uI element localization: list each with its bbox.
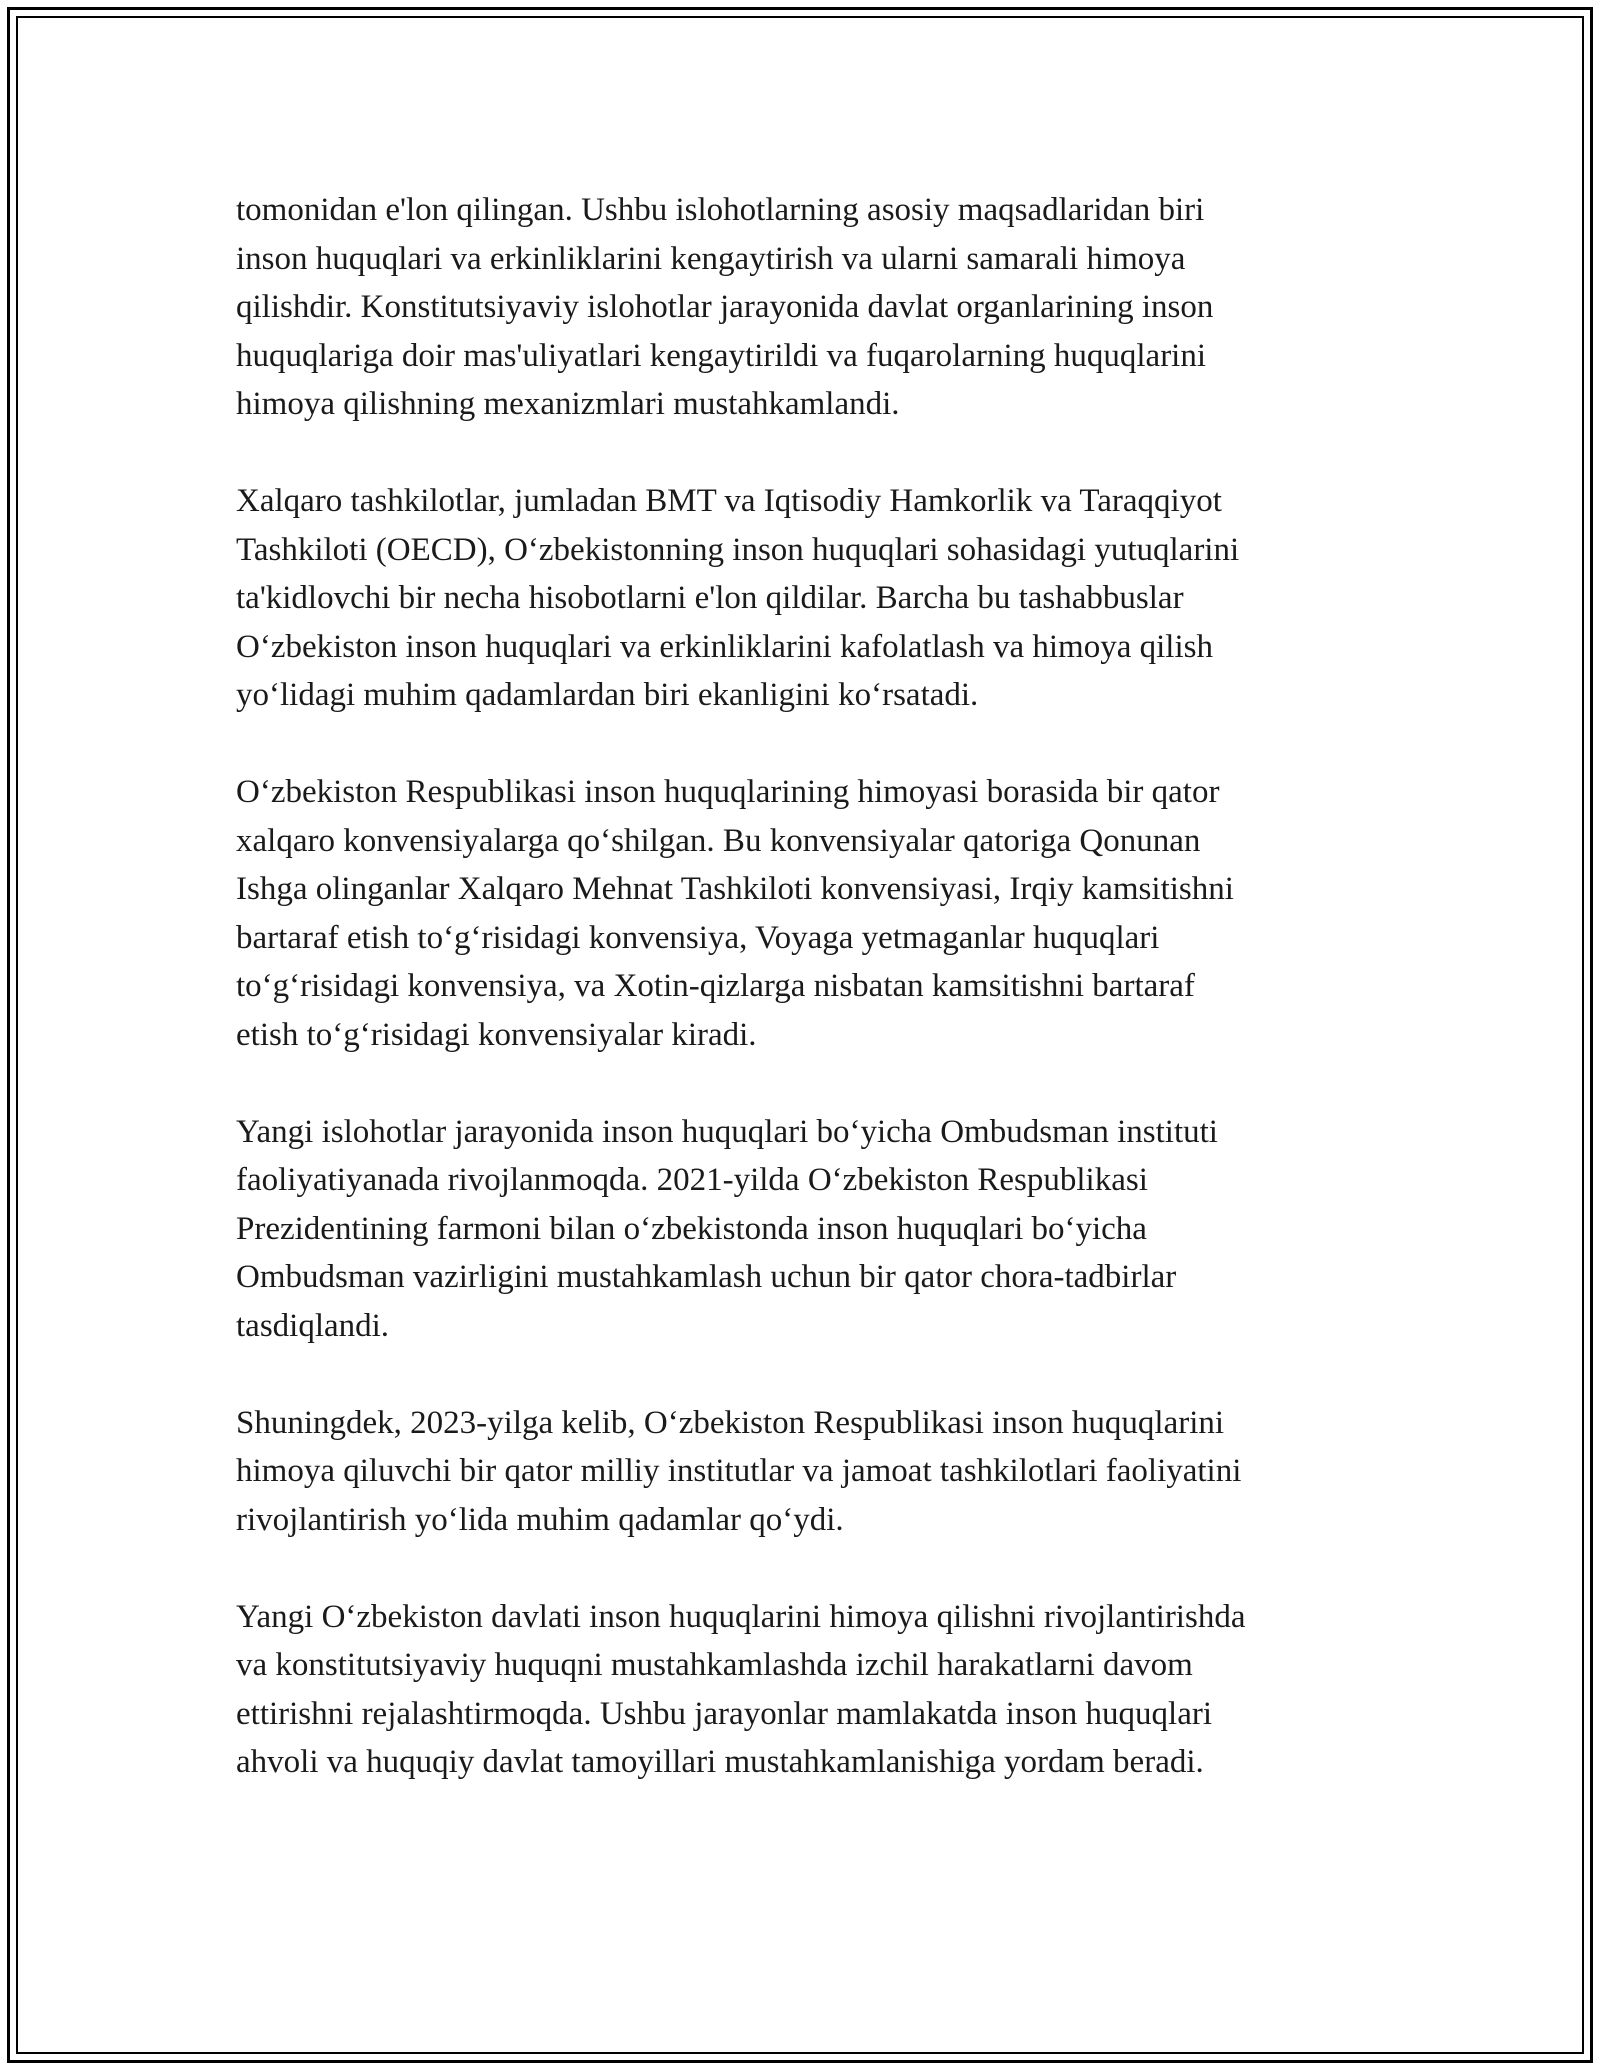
- text-line: qilishdir. Konstitutsiyaviy islohotlar jarayonida davlat organlarining inson: [236, 289, 1214, 325]
- text-line: faoliyatiyanada rivojlanmoqda. 2021-yilda O‘zbekiston Respublikasi: [236, 1162, 1148, 1198]
- text-line: Prezidentining farmoni bilan o‘zbekistonda inson huquqlari bo‘yicha: [236, 1210, 1147, 1247]
- text-line: O‘zbekiston Respublikasi inson huquqlarining himoyasi borasida bir qator: [236, 774, 1220, 810]
- text-line: Xalqaro tashkilotlar, jumladan BMT va Iqtisodiy Hamkorlik va Taraqqiyot: [236, 483, 1222, 519]
- text-line: yo‘lidagi muhim qadamlardan biri ekanligini ko‘rsatadi.: [236, 677, 979, 713]
- text-line: Tashkiloti (OECD), O‘zbekistonning inson huquqlari sohasidagi yutuqlarini: [236, 531, 1240, 568]
- paragraph-5: [236, 1399, 1376, 1545]
- text-line: tasdiqlandi.: [236, 1307, 390, 1344]
- text-line: ta'kidlovchi bir necha hisobotlarni e'lon qildilar. Barcha bu tashabbuslar: [236, 580, 1184, 616]
- paragraph-3: [236, 768, 1376, 1059]
- text-line: Shuningdek, 2023-yilga kelib, O‘zbekiston Respublikasi inson huquqlarini: [236, 1404, 1225, 1441]
- paragraph-1: [236, 186, 1376, 429]
- text-line: ahvoli va huquqiy davlat tamoyillari mustahkamlanishiga yordam beradi.: [236, 1744, 1204, 1780]
- text-line: huquqlariga doir mas'uliyatlari kengaytirildi va fuqarolarning huquqlarini: [236, 337, 1207, 374]
- text-line: tomonidan e'lon qilingan. Ushbu islohotlarning asosiy maqsadlaridan biri: [236, 192, 1205, 228]
- text-line: rivojlantirish yo‘lida muhim qadamlar qo‘ydi.: [236, 1501, 844, 1538]
- paragraph-6: [236, 1593, 1376, 1787]
- text-line: himoya qilishning mexanizmlari mustahkamlandi.: [236, 386, 900, 422]
- text-line: O‘zbekiston inson huquqlari va erkinliklarini kafolatlash va himoya qilish: [236, 628, 1213, 665]
- paragraph-2: [236, 477, 1376, 720]
- text-line: va konstitutsiyaviy huquqni mustahkamlashda izchil harakatlarni davom: [236, 1647, 1193, 1683]
- text-line: ettirishni rejalashtirmoqda. Ushbu jarayonlar mamlakatda inson huquqlari: [236, 1695, 1212, 1732]
- text-line: himoya qiluvchi bir qator milliy institutlar va jamoat tashkilotlari faoliyatini: [236, 1453, 1242, 1489]
- text-line: Yangi islohotlar jarayonida inson huquqlari bo‘yicha Ombudsman instituti: [236, 1113, 1218, 1150]
- text-line: Ombudsman vazirligini mustahkamlash uchun bir qator chora-tadbirlar: [236, 1259, 1177, 1295]
- paragraph-4: [236, 1108, 1376, 1351]
- text-line: Ishga olinganlar Xalqaro Mehnat Tashkiloti konvensiyasi, Irqiy kamsitishni: [236, 871, 1234, 907]
- document-body: [236, 186, 1376, 1835]
- text-line: Yangi O‘zbekiston davlati inson huquqlarini himoya qilishni rivojlantirishda: [236, 1598, 1246, 1635]
- text-line: bartaraf etish to‘g‘risidagi konvensiya, Voyaga yetmaganlar huquqlari: [236, 919, 1160, 956]
- text-line: xalqaro konvensiyalarga qo‘shilgan. Bu konvensiyalar qatoriga Qonunan: [236, 822, 1201, 859]
- text-line: to‘g‘risidagi konvensiya, va Xotin-qizlarga nisbatan kamsitishni bartaraf: [236, 968, 1195, 1004]
- text-line: inson huquqlari va erkinliklarini kengaytirish va ularni samarali himoya: [236, 240, 1186, 277]
- text-line: etish to‘g‘risidagi konvensiyalar kiradi.: [236, 1016, 757, 1053]
